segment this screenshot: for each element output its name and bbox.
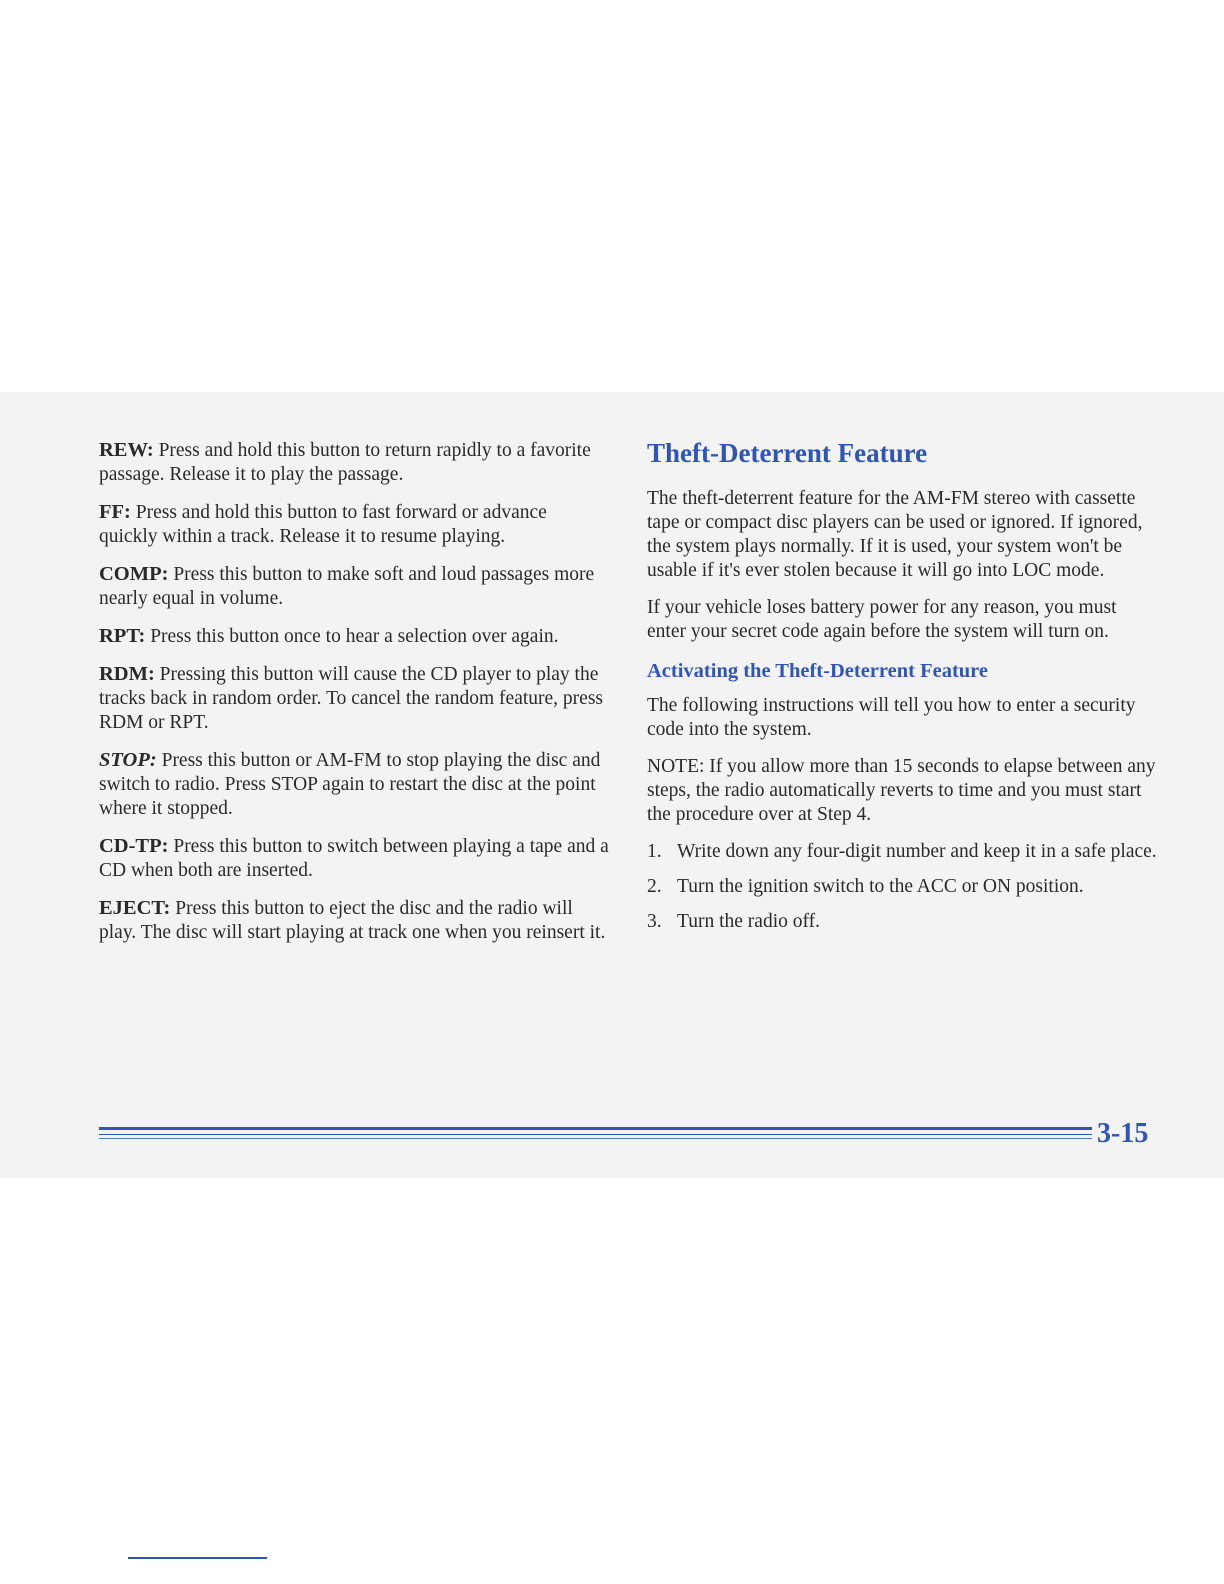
step-number: 3. bbox=[647, 911, 662, 932]
step-item bbox=[647, 875, 1157, 899]
footer-rule-line bbox=[99, 1138, 1092, 1139]
entry-term: RDM: bbox=[99, 663, 155, 685]
entry-text: Press and hold this button to return rapidly to a favorite passage. Release it to play the passage. bbox=[99, 440, 591, 485]
subsection-heading: Activating the Theft-Deterrent Feature bbox=[647, 660, 988, 682]
step-text: Turn the ignition switch to the ACC or ON position. bbox=[677, 876, 1084, 897]
step-text: Turn the radio off. bbox=[677, 911, 820, 932]
entry-cd-tp bbox=[99, 834, 609, 883]
instructions-paragraph: The following instructions will tell you how to enter a security code into the system. bbox=[647, 695, 1136, 740]
page-number: 3-15 bbox=[1097, 1118, 1149, 1149]
entry-text: Press and hold this button to fast forward or advance quickly within a track. Release it to resume playing. bbox=[99, 502, 547, 547]
step-text: Write down any four-digit number and keep it in a safe place. bbox=[677, 841, 1157, 862]
entry-text: Press this button to eject the disc and the radio will play. The disc will start playing at track one when you reinsert it. bbox=[99, 898, 606, 943]
left-column bbox=[99, 438, 609, 958]
step-number: 2. bbox=[647, 876, 662, 897]
entry-term: STOP: bbox=[99, 749, 157, 771]
entry-text: Press this button to switch between playing a tape and a CD when both are inserted. bbox=[99, 836, 609, 881]
entry-text: Pressing this button will cause the CD player to play the tracks back in random order. To cancel the random feature, press RDM or RPT. bbox=[99, 664, 603, 733]
entry-text: Press this button once to hear a selection over again. bbox=[150, 626, 559, 647]
note-paragraph: NOTE: If you allow more than 15 seconds to elapse between any steps, the radio automatically reverts to time and you must start the procedure over at Step 4. bbox=[647, 756, 1156, 825]
footer-rule-line bbox=[99, 1127, 1092, 1130]
step-number: 1. bbox=[647, 841, 662, 862]
step-item bbox=[647, 840, 1157, 864]
intro-paragraph: The theft-deterrent feature for the AM-FM stereo with cassette tape or compact disc players can be used or ignored. If ignored, the system plays normally. If it is used, your system won't be usable if it's ever stolen because it will go into LOC mode. bbox=[647, 488, 1143, 581]
entry-ff bbox=[99, 500, 609, 549]
right-column bbox=[647, 437, 1157, 945]
entry-term: CD-TP: bbox=[99, 835, 169, 857]
step-item bbox=[647, 910, 1157, 934]
battery-paragraph: If your vehicle loses battery power for any reason, you must enter your secret code again before the system will turn on. bbox=[647, 597, 1117, 642]
bottom-divider bbox=[128, 1557, 267, 1559]
entry-term: COMP: bbox=[99, 563, 169, 585]
entry-term: RPT: bbox=[99, 625, 146, 647]
entry-comp bbox=[99, 562, 609, 611]
section-heading: Theft-Deterrent Feature bbox=[647, 438, 928, 468]
entry-term: EJECT: bbox=[99, 897, 171, 919]
entry-rpt bbox=[99, 624, 609, 649]
entry-text: Press this button to make soft and loud passages more nearly equal in volume. bbox=[99, 564, 595, 609]
entry-stop bbox=[99, 748, 609, 821]
footer-rule bbox=[99, 1127, 1092, 1141]
entry-rew bbox=[99, 438, 609, 487]
entry-term: REW: bbox=[99, 439, 154, 461]
entry-text: Press this button or AM-FM to stop playing the disc and switch to radio. Press STOP again to restart the disc at the point where it stopped. bbox=[99, 750, 601, 819]
entry-eject bbox=[99, 896, 609, 945]
footer-rule-line bbox=[99, 1134, 1092, 1135]
entry-rdm bbox=[99, 662, 609, 735]
entry-term: FF: bbox=[99, 501, 131, 523]
